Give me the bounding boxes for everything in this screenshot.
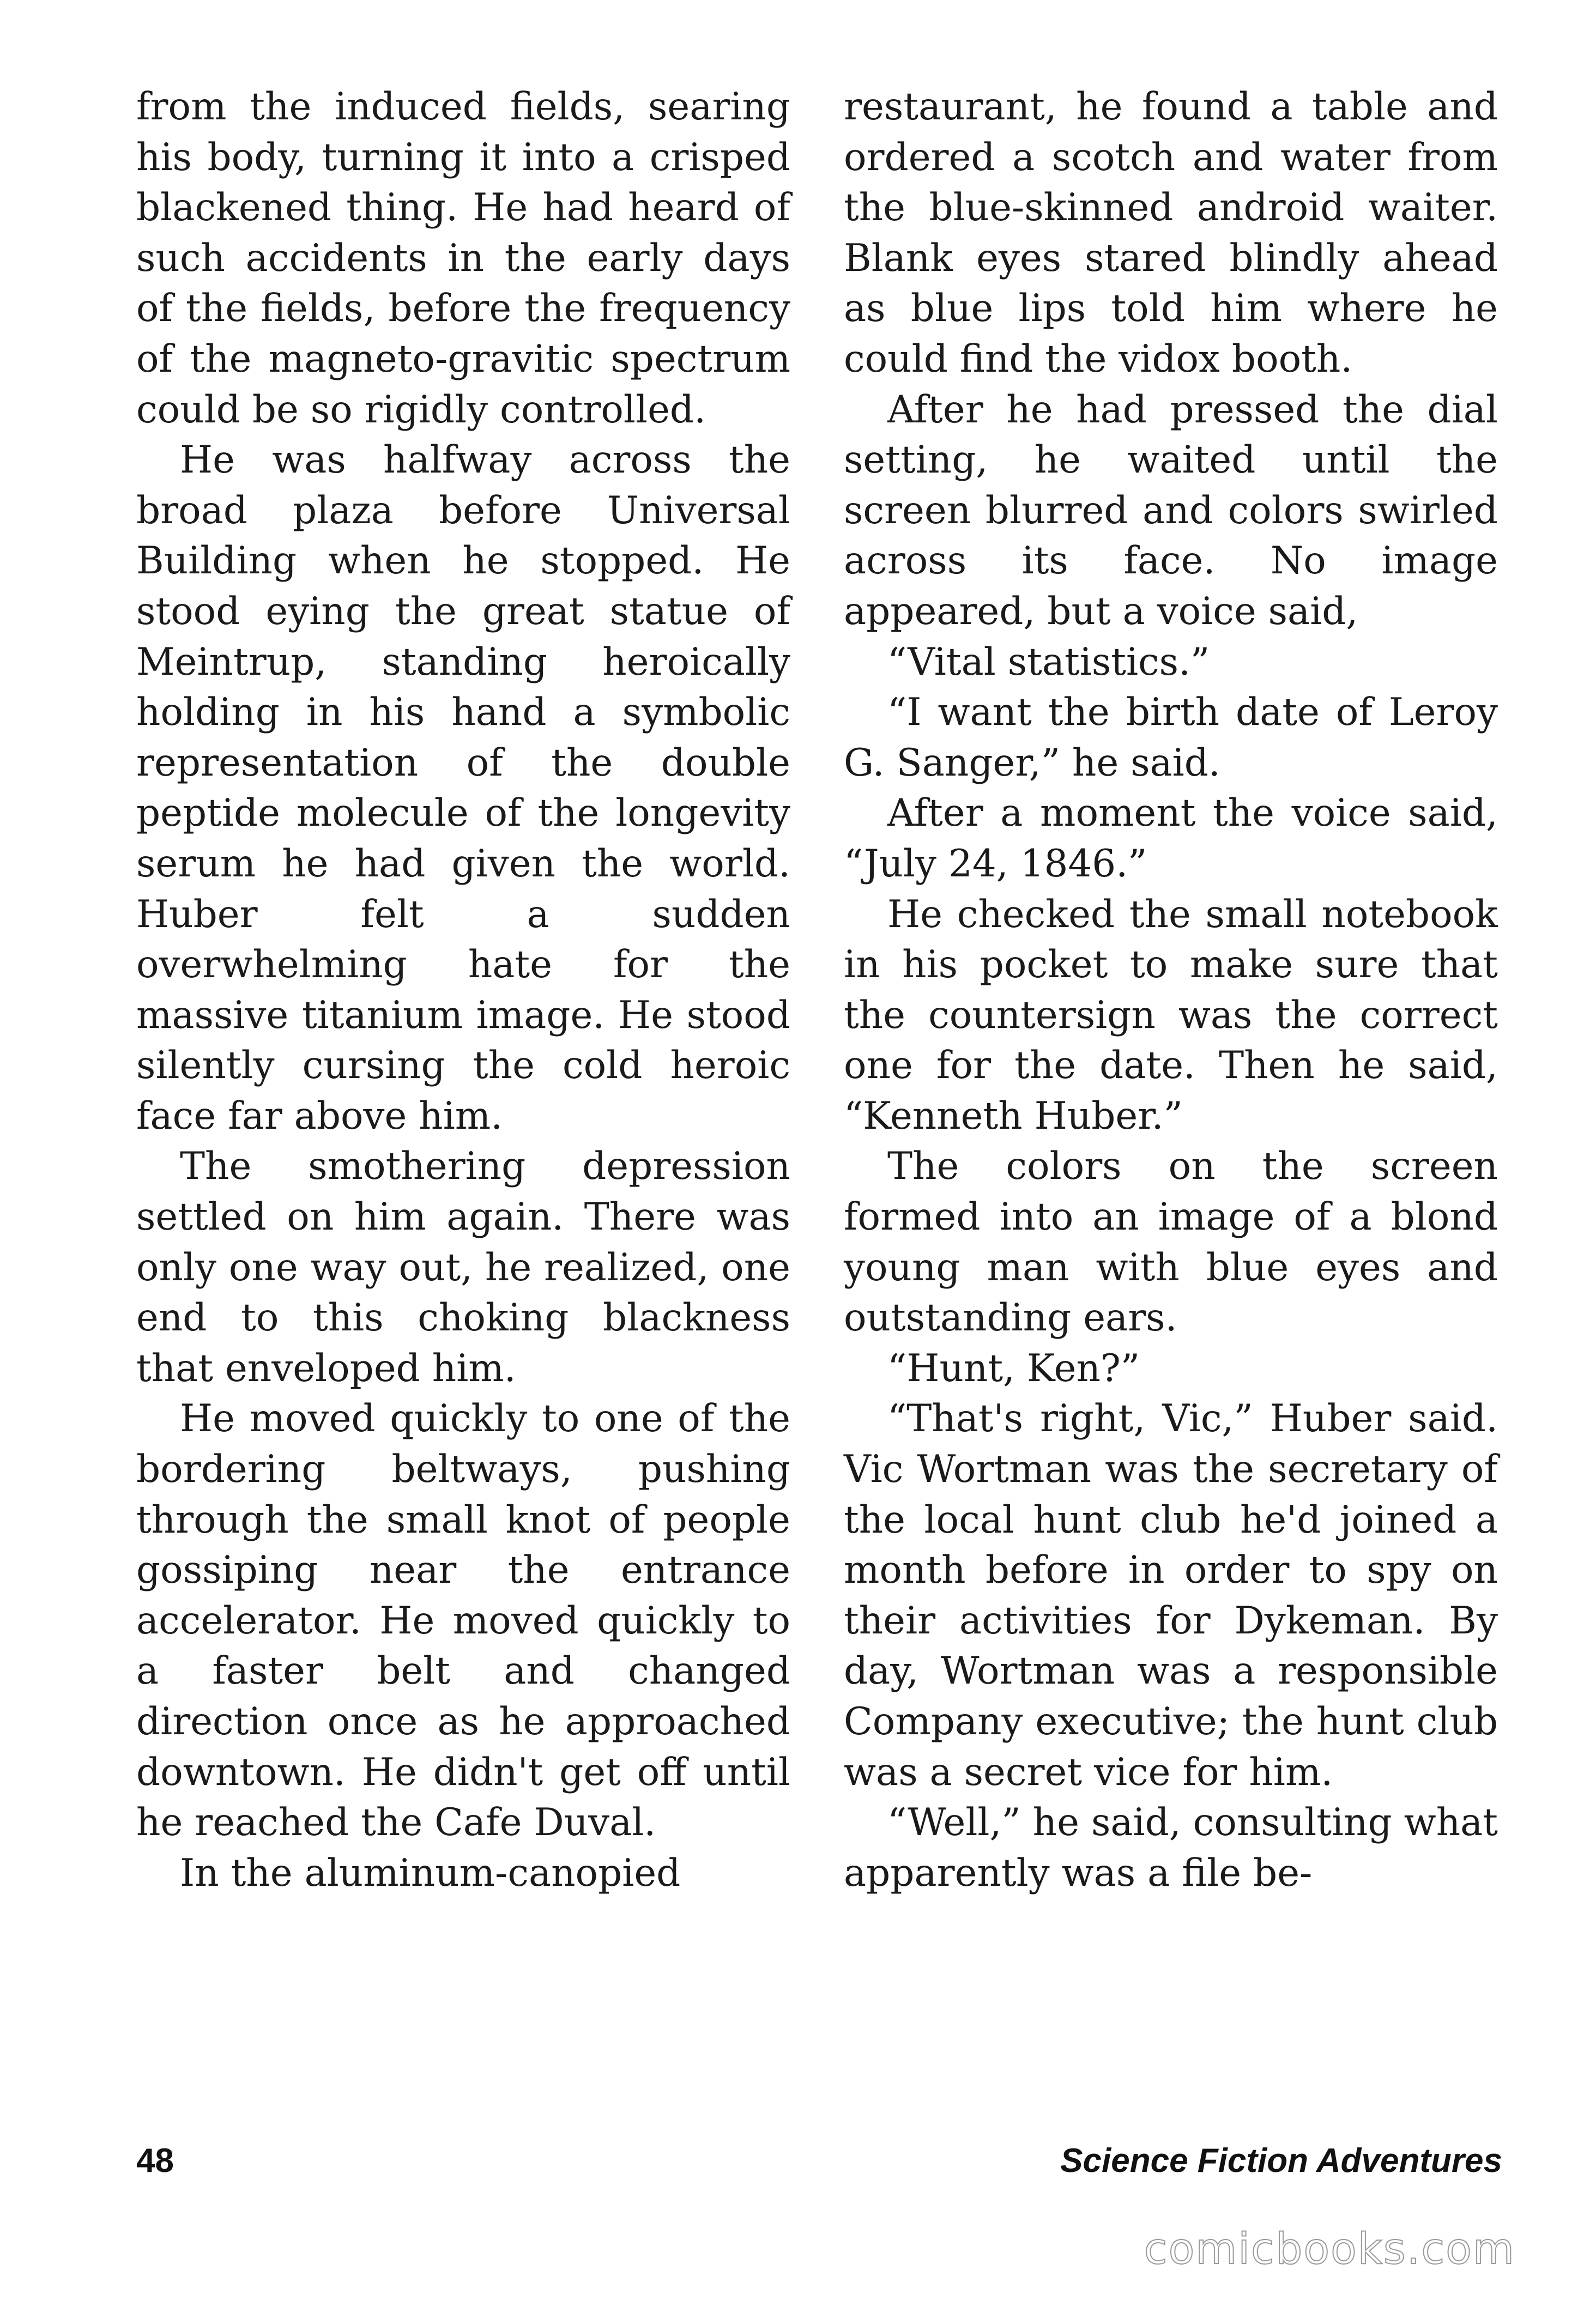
paragraph: The colors on the screen formed into an image of a blond young man with blue eyes and outstanding ears.	[844, 1145, 1498, 1340]
paragraph: from the induced fields, searing his body, turning it into a crisped blackened thing. He had heard of such accidents in the early days of the fields, before the frequency of the magneto-gravitic spectrum could be so rigidly controlled.	[136, 85, 790, 432]
paragraph: restaurant, he found a table and ordered a scotch and water from the blue-skinned android waiter. Blank eyes stared blindly ahead as blue lips told him where he could find the vidox booth.	[844, 85, 1498, 381]
paragraph: The smothering depression settled on him again. There was only one way out, he realized, one end to this choking blackness that enveloped him.	[136, 1145, 790, 1390]
paragraph: In the aluminum-canopied	[180, 1851, 681, 1895]
paragraph: “Hunt, Ken?”	[887, 1346, 1140, 1390]
left-text-column	[136, 82, 790, 1898]
paragraph: “Well,” he said, consulting what apparently was a file be-	[844, 1801, 1498, 1895]
paragraph: He was halfway across the broad plaza before Universal Building when he stopped. He stood eying the great statue of Meintrup, standing heroically holding in his hand a symbolic representation of the double peptide molecule of the longevity serum he had given the world. Huber felt a sudden overwhelming hate for the massive titanium image. He stood silently cursing the cold heroic face far above him.	[136, 438, 790, 1138]
paragraph: “That's right, Vic,” Huber said. Vic Wortman was the secretary of the local hunt club he'd joined a month before in order to spy on their activities for Dykeman. By day, Wortman was a responsible Company executive; the hunt club was a secret vice for him.	[844, 1397, 1498, 1794]
running-footer-title: Science Fiction Adventures	[1060, 2142, 1502, 2180]
watermark-text: comicbooks.com	[1144, 2225, 1515, 2274]
right-text-column	[844, 82, 1498, 1898]
paragraph: After a moment the voice said, “July 24, 1846.”	[844, 791, 1498, 886]
paragraph: “I want the birth date of Leroy G. Sanger,” he said.	[844, 691, 1498, 785]
page-number: 48	[136, 2142, 174, 2180]
paragraph: “Vital statistics.”	[887, 640, 1210, 684]
paragraph: He checked the small notebook in his pocket to make sure that the countersign was the correct one for the date. Then he said, “Kenneth Huber.”	[844, 892, 1498, 1138]
paragraph: He moved quickly to one of the bordering beltways, pushing through the small knot of people gossiping near the entrance accelerator. He moved quickly to a faster belt and changed direction once as he approached downtown. He didn't get off until he reached the Cafe Duval.	[136, 1397, 790, 1845]
paragraph: After he had pressed the dial setting, he waited until the screen blurred and colors swirled across its face. No image appeared, but a voice said,	[844, 388, 1498, 633]
